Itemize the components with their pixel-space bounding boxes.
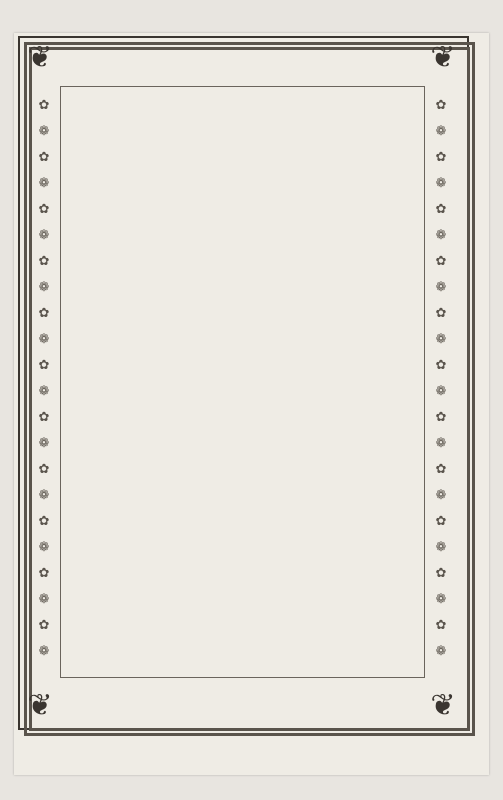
corner-ornament-icon: ❦ xyxy=(430,41,456,74)
corner-ornament-icon: ❦ xyxy=(27,689,53,722)
side-ornament-column: ✿ ❁ ✿ ❁ ✿ ❁ ✿ ❁ ✿ ❁ ✿ ❁ ✿ ❁ ✿ ❁ ✿ ❁ ✿ ❁ ✿ ❁ xyxy=(38,97,50,658)
song-content xyxy=(60,88,423,678)
corner-ornament-icon: ❦ xyxy=(430,689,456,722)
corner-ornament-icon: ❦ xyxy=(27,41,53,74)
side-ornament-column: ✿ ❁ ✿ ❁ ✿ ❁ ✿ ❁ ✿ ❁ ✿ ❁ ✿ ❁ ✿ ❁ ✿ ❁ ✿ ❁ ✿ ❁ xyxy=(435,97,447,658)
